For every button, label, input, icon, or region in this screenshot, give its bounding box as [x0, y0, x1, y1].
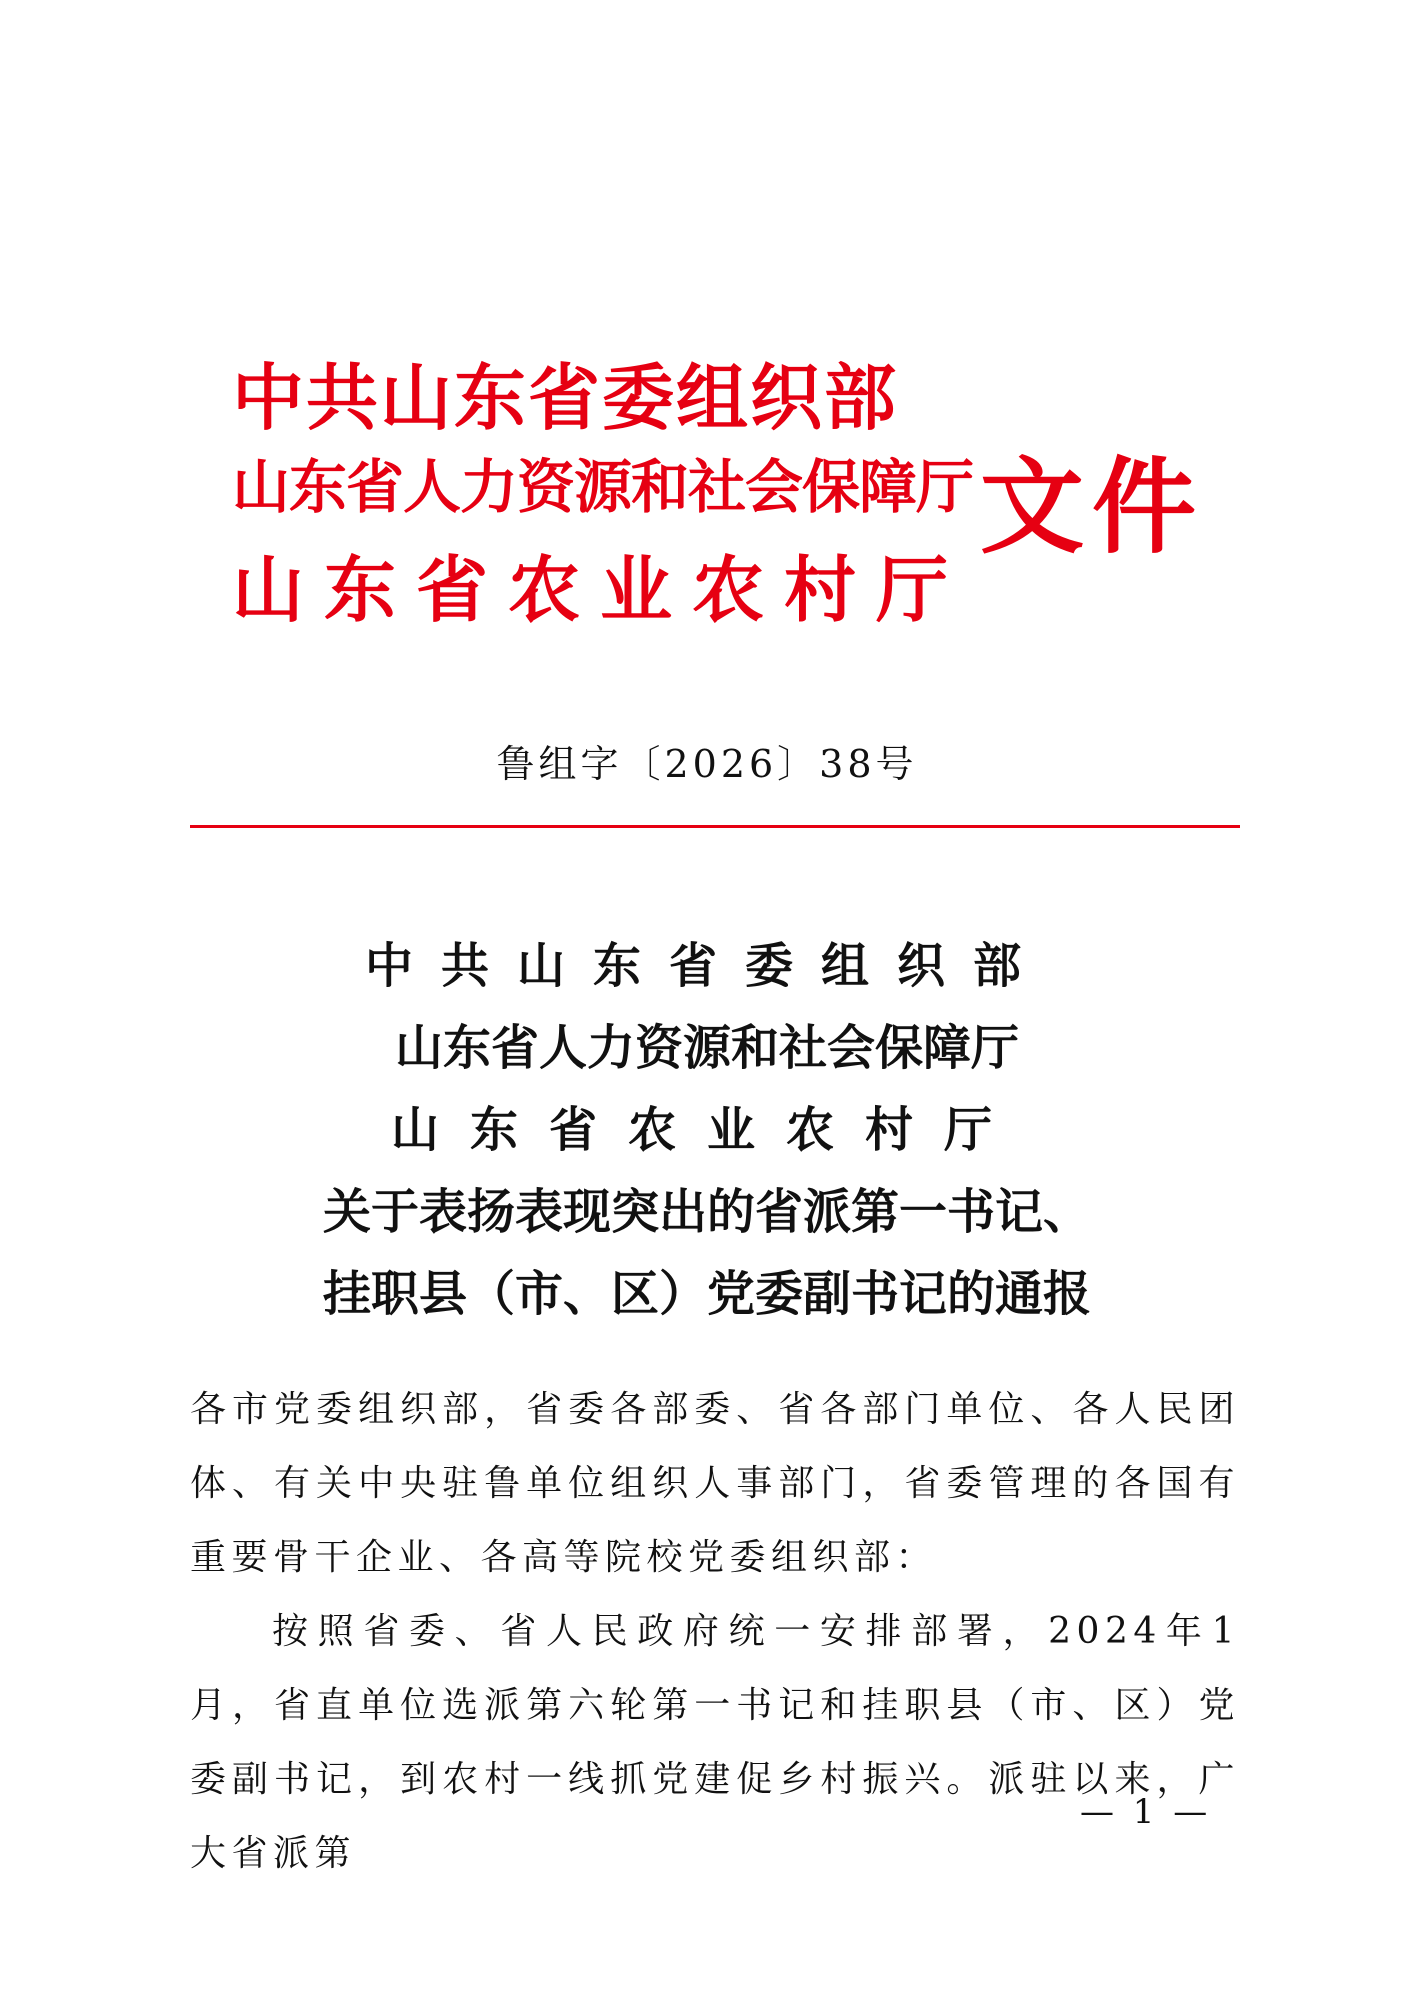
title-line-4: 关于表扬表现突出的省派第一书记、	[322, 1184, 1091, 1240]
document-number: 鲁组字〔2026〕38号	[496, 742, 918, 786]
document-type-label: 文件	[980, 446, 1205, 568]
document-title	[0, 938, 1414, 1352]
recipients-paragraph: 各市党委组织部，省委各部委、省各部门单位、各人民团体、有关中央驻鲁单位组织人事部门，省委管理的各国有重要骨干企业、各高等院校党委组织部：	[190, 1389, 1240, 1578]
title-line-2: 山东省人力资源和社会保障厅	[394, 1020, 1019, 1076]
issuer-agriculture-department: 山东省农业农村厅	[232, 548, 969, 632]
title-line-1: 中共山东省委组织部	[364, 938, 1049, 994]
issuer-organization-department: 中共山东省委组织部	[232, 356, 899, 440]
body-paragraph-1: 按照省委、省人民政府统一安排部署，2024年1月，省直单位选派第六轮第一书记和挂职县（市、区）党委副书记，到农村一线抓党建促乡村振兴。派驻以来，广大省派第	[190, 1611, 1240, 1874]
page-number: — 1 —	[1080, 1792, 1212, 1832]
red-divider-line	[190, 825, 1240, 828]
issuing-organizations	[232, 356, 974, 638]
issuer-human-resources-department: 山东省人力资源和社会保障厅	[232, 453, 974, 521]
title-line-3: 山东省农业农村厅	[390, 1102, 1023, 1158]
title-line-5: 挂职县（市、区）党委副书记的通报	[322, 1266, 1091, 1322]
